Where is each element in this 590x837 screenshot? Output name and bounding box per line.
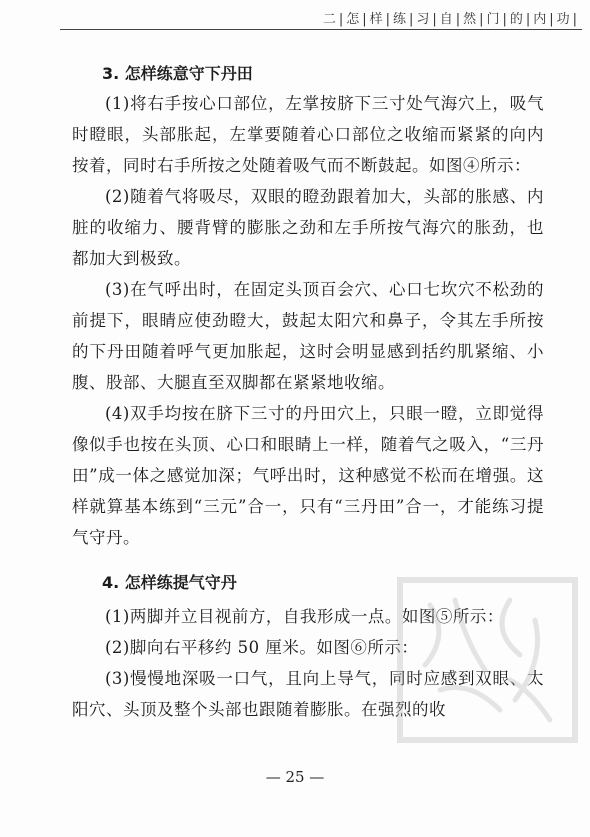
section-heading-4: 4. 怎样练提气守丹: [102, 573, 237, 592]
paragraph: (2)脚向右平移约 50 厘米。如图⑥所示：: [105, 638, 419, 657]
page-body: [72, 58, 544, 725]
paragraph: (1)将右手按心口部位，左掌按脐下三寸处气海穴上，吸气时瞪眼，头部胀起，左掌要随着心口部位之收缩而紧紧的向内按着，同时右手所按之处随着吸气而不断鼓起。如图④所示：: [72, 94, 544, 175]
paragraph: (3)慢慢地深吸一口气，且向上导气，同时应感到双眼、太阳穴、头顶及整个头部也跟随着膨胀。在强烈的收: [72, 669, 544, 719]
page-number: — 25 —: [265, 768, 325, 786]
paragraph: (3)在气呼出时，在固定头顶百会穴、心口七坎穴不松劲的前提下，眼睛应使劲瞪大，鼓起太阳穴和鼻子，令其左手所按的下丹田随着呼气更加胀起，这时会明显感到括约肌紧缩、小腹、股部、大腿直至双脚都在紧紧地收缩。: [72, 280, 544, 392]
header-rule: [60, 29, 582, 30]
paragraph: (2)随着气将吸尽，双眼的瞪劲跟着加大，头部的胀感、内脏的收缩力、腰背臂的膨胀之劲和左手所按气海穴的胀劲，也都加大到极致。: [72, 187, 544, 268]
running-header: 二|怎|样|练|习|自|然|门|的|内|功|: [322, 12, 580, 27]
section-heading-3: 3. 怎样练意守下丹田: [102, 64, 253, 83]
paragraph: (1)两脚并立目视前方，自我形成一点。如图⑤所示：: [105, 607, 504, 626]
paragraph: (4)双手均按在脐下三寸的丹田穴上，只眼一瞪，立即觉得像似手也按在头顶、心口和眼睛上一样，随着气之吸入，“三丹田”成一体之感觉加深；气呼出时，这种感觉不松而在增强。这样就算基本练到“三元”合一，只有“三丹田”合一，才能练习提气守丹。: [72, 404, 544, 547]
